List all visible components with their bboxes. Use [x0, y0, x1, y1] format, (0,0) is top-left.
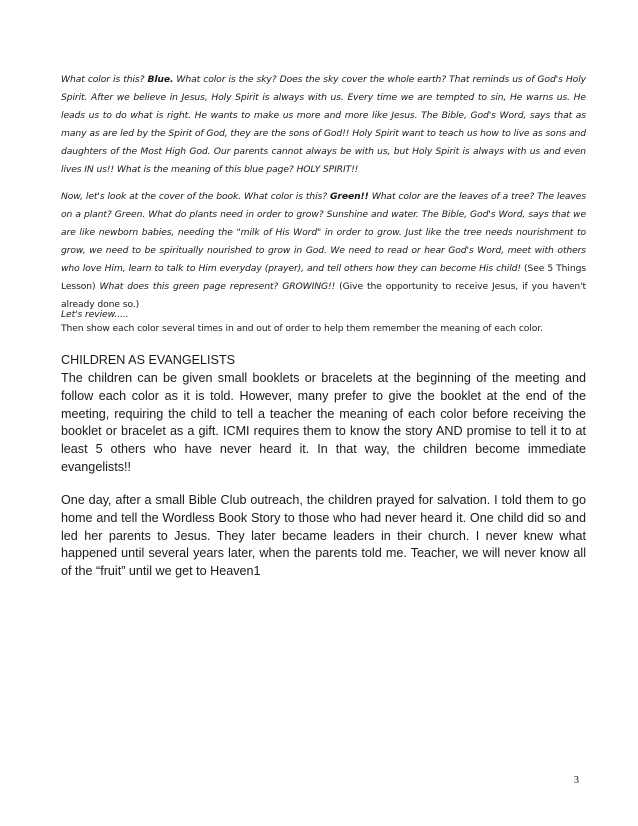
green-paragraph-text-1: Now, let's look at the cover of the book. What color is this?: [61, 191, 330, 202]
green-paragraph: [61, 188, 586, 314]
blue-paragraph: [61, 71, 586, 179]
review-heading: Let's review.....: [61, 309, 129, 320]
story-paragraph: One day, after a small Bible Club outreach, the children prayed for salvation. I told them to go home and tell the Wordless Book Story to those who had never heard it. One child did so and led her parents to Jesus. They later became leaders in their church. I never knew what happened until several years later, when the parents told me. Teacher, we will never know all of the “fruit” until we get to Heaven1: [61, 493, 586, 579]
evangelists-paragraph: The children can be given small booklets or bracelets at the beginning of the meeting and follow each color as it is told. However, many prefer to give the booklet at the end of the meeting, requiring the child to tell a teacher the meaning of each color before receiving the booklet or bracelet as a gift. ICMI requires them to know the story AND promise to tell it to at least 5 others who have never heard it. In that way, the children become immediate evangelists!!: [61, 371, 586, 474]
blue-paragraph-text-2: What color is the sky? Does the sky cover the whole earth? That reminds us of God's Holy Spirit. After we believe in Jesus, Holy Spirit is always with us. Every time we are tempted to sin, He warns us. He leads us to do what is right. He wants to make us more and more like Jesus. The Bible, God's Word, says that as many as are led by the Spirit of God, they are the sons of God!! Holy Spirit want to teach us how to live as sons and daughters of the Most High God. Our parents cannot always be with us, but Holy Spirit is always with us and even lives IN us!! What is the meaning of this blue page? HOLY SPIRIT!!: [61, 74, 586, 175]
green-paragraph-reference: (See 5 Things Lesson): [61, 263, 586, 292]
green-paragraph-text-3: What does this green page represent? GROWING!!: [95, 281, 336, 292]
evangelists-heading: CHILDREN AS EVANGELISTS: [61, 353, 236, 367]
blue-paragraph-text-1: What color is this?: [61, 74, 148, 85]
page-number: 3: [573, 775, 579, 786]
blue-color-word: Blue.: [147, 74, 174, 85]
green-color-word: Green!!: [329, 191, 369, 202]
review-text: Then show each color several times in and out of order to help them remember the meaning of each color.: [61, 323, 543, 334]
green-paragraph-text-2: What color are the leaves of a tree? The leaves on a plant? Green. What do plants need in order to grow? Sunshine and water. The Bible, God's Word, says that we are like newborn babies, needing the "milk of His Word" in order to grow. Just like the tree needs nourishment to grow, we need to be spiritually nourished to grow in God. We need to read or hear God's Word, meet with others who love Him, learn to talk to Him everyday (prayer), and tell others how they can become His child!: [61, 191, 586, 274]
green-paragraph-note: (Give the opportunity to receive Jesus, if you haven't already done so.): [61, 281, 586, 310]
